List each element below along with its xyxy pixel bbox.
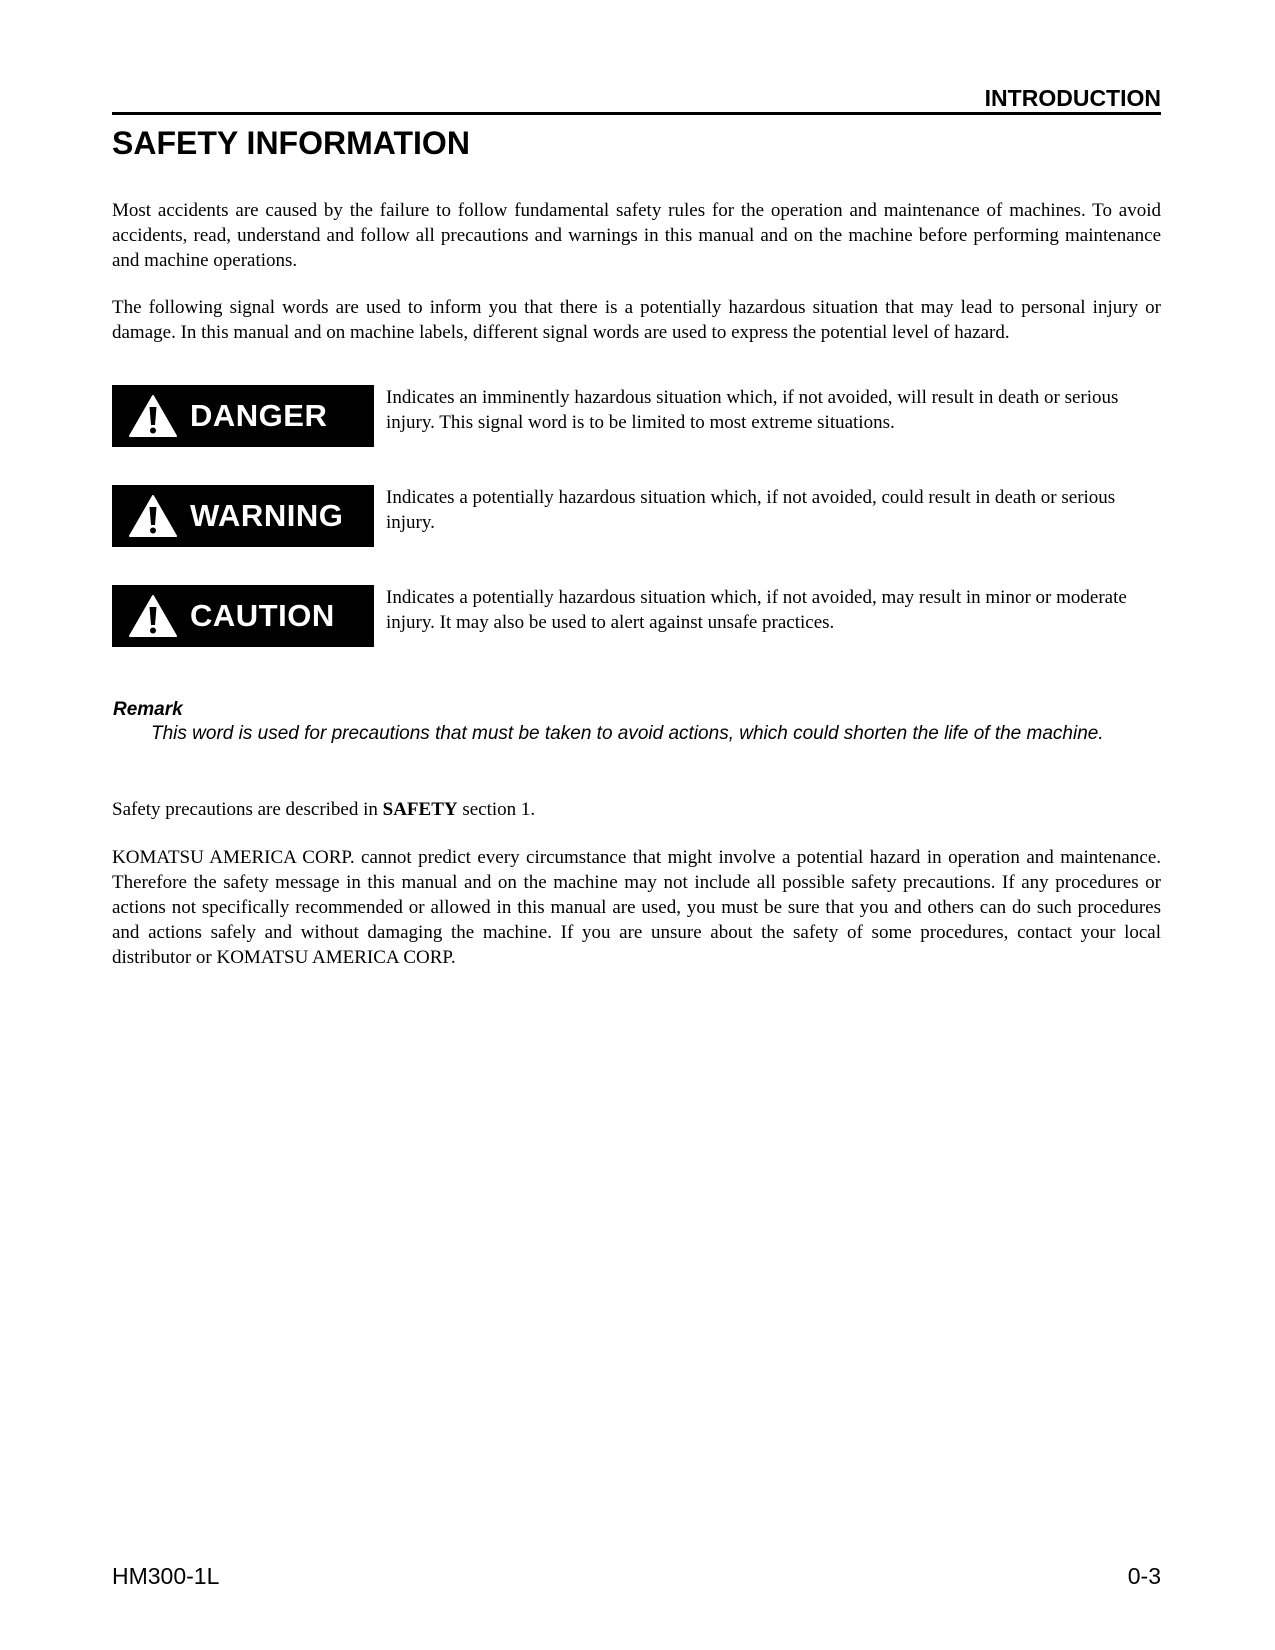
danger-word: DANGER [190, 398, 328, 433]
footer-page-number: 0-3 [1127, 1563, 1161, 1589]
remark-text: This word is used for precautions that must be taken to avoid actions, which could shorten the life of the machine. [151, 723, 1104, 744]
warning-triangle-icon [128, 494, 178, 538]
warning-word: WARNING [190, 498, 344, 533]
remark-heading: Remark [113, 699, 183, 720]
section-header: INTRODUCTION [112, 84, 1161, 115]
caution-word: CAUTION [190, 598, 335, 633]
safety-reference-bold: SAFETY [382, 799, 458, 820]
warning-badge [112, 485, 374, 547]
safety-reference-prefix: Safety precautions are described in [112, 799, 383, 820]
caution-description: Indicates a potentially hazardous situation which, if not avoided, may result in minor or moderate injury. It may also be used to alert against unsafe practices. [386, 587, 1127, 633]
signal-row-warning [112, 485, 1161, 547]
intro-paragraph-1: Most accidents are caused by the failure to follow fundamental safety rules for the operation and maintenance of machines. To avoid accidents, read, understand and follow all precautions and warnings in this manual and on the machine before performing maintenance and machine operations. [112, 200, 1161, 271]
danger-badge [112, 385, 374, 447]
page-title: SAFETY INFORMATION [112, 125, 470, 161]
warning-triangle-icon [128, 394, 178, 438]
intro-paragraph-2: The following signal words are used to inform you that there is a potentially hazardous situation that may lead to personal injury or damage. In this manual and on machine labels, different signal words are used to express the potential level of hazard. [112, 297, 1161, 343]
closing-paragraph: KOMATSU AMERICA CORP. cannot predict every circumstance that might involve a potential hazard in operation and maintenance. Therefore the safety message in this manual and on the machine may not include all possible safety precautions. If any procedures or actions not specifically recommended or allowed in this manual are used, you must be sure that you and others can do such procedures and actions safely and without damaging the machine. If you are unsure about the safety of some procedures, contact your local distributor or KOMATSU AMERICA CORP. [112, 847, 1161, 968]
safety-reference-suffix: section 1. [457, 799, 536, 820]
signal-row-caution [112, 585, 1161, 647]
warning-triangle-icon [128, 594, 178, 638]
danger-description: Indicates an imminently hazardous situation which, if not avoided, will result in death or serious injury. This signal word is to be limited to most extreme situations. [386, 387, 1119, 433]
footer-model: HM300-1L [112, 1563, 220, 1589]
caution-badge [112, 585, 374, 647]
signal-row-danger [112, 385, 1161, 447]
warning-description: Indicates a potentially hazardous situation which, if not avoided, could result in death or serious injury. [386, 487, 1116, 533]
safety-reference [112, 797, 1161, 822]
